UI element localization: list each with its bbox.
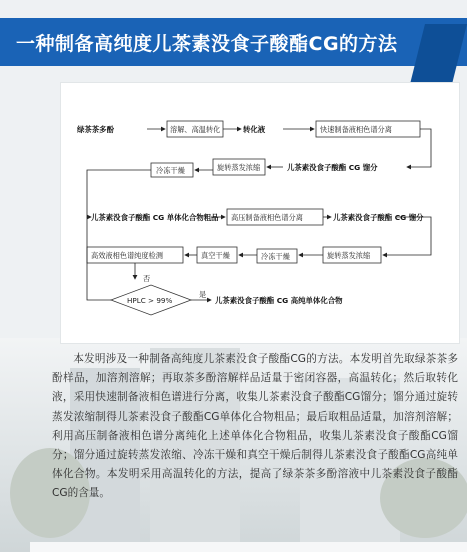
node-freeze2: 冷冻干燥 — [261, 252, 290, 261]
node-freeze1: 冷冻干燥 — [156, 166, 185, 175]
abstract-paragraph: 本发明涉及一种制备高纯度儿茶素没食子酸酯CG的方法。本发明首先取绿茶茶多酚样品，加溶剂溶解；再取茶多酚溶解样品适量于密闭容器，高温转化；然后取转化液，采用快速制备液相色谱进行分离，收集儿茶素没食子酸酯CG馏分；馏分通过旋转蒸发浓缩制得儿茶素没食子酸酯CG单体化合物粗品；最后取粗品适量，加溶剂溶解；利用高压制备液相色谱分离纯化上述单体化合物粗品，收集儿茶素没食子酸酯CG馏分；馏分通过旋转蒸发浓缩、冷冻干燥和真空干燥后制得儿茶素没食子酸酯CG高纯单体化合物。本发明采用高温转化的方法，提高了绿茶茶多酚溶液中儿茶素没食子酸酯CG的含量。 — [52, 353, 458, 500]
label-yes: 是 — [199, 290, 207, 299]
banner-accent — [411, 24, 467, 82]
node-crude: 儿茶素没食子酸酯 CG 单体化合物粗品 — [91, 213, 219, 222]
node-transform: 转化液 — [243, 125, 266, 134]
node-start: 绿茶茶多酚 — [77, 125, 114, 134]
node-fast-sep: 快速制备液相色谱分离 — [320, 125, 392, 134]
node-rotary2: 旋转蒸发浓缩 — [327, 251, 371, 260]
node-decision: HPLC > 99% — [127, 296, 173, 305]
node-hp-sep: 高压制备液相色谱分离 — [231, 213, 303, 222]
node-final: 儿茶素没食子酸酯 CG 高纯单体化合物 — [215, 296, 343, 305]
node-cg-fraction1: 儿茶素没食子酸酯 CG 馏分 — [287, 163, 378, 172]
bottom-strip — [30, 542, 467, 552]
top-margin — [0, 0, 467, 18]
node-cg-fraction2: 儿茶素没食子酸酯 CG 馏分 — [333, 213, 424, 222]
process-flowchart — [61, 83, 459, 343]
node-rotary1: 旋转蒸发浓缩 — [217, 163, 261, 172]
title-banner — [0, 18, 467, 66]
node-hplc-check: 高效液相色谱纯度检测 — [91, 251, 163, 260]
node-vacuum: 真空干燥 — [201, 251, 230, 260]
label-no: 否 — [143, 274, 151, 283]
node-dissolve: 溶解、高温转化 — [170, 125, 221, 134]
flowchart-card — [60, 82, 460, 344]
page-title: 一种制备高纯度儿茶素没食子酸酯CG的方法 — [16, 33, 398, 55]
